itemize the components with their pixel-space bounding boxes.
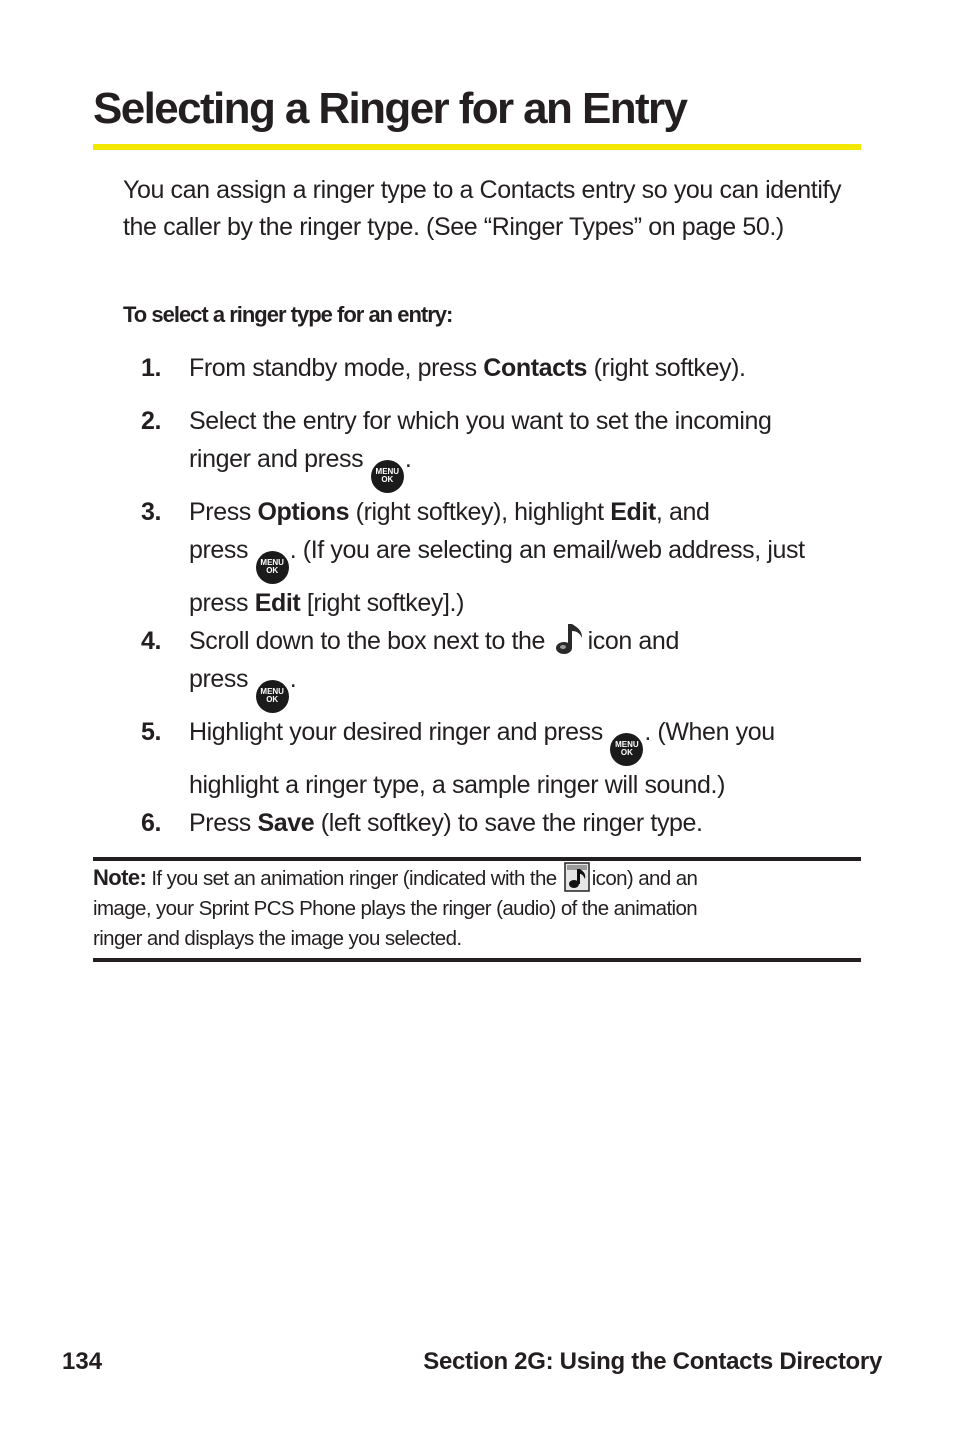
step-number: 1.	[141, 354, 162, 382]
step-5: 5. Highlight your desired ringer and press MENU OK . (When you highlight a ringer type, a sample ringer will sound.)	[141, 713, 871, 804]
options-key-label: Options	[257, 498, 350, 526]
save-key-label: Save	[257, 809, 315, 837]
page-title: Selecting a Ringer for an Entry	[93, 84, 687, 133]
step-number: 5.	[141, 718, 162, 746]
ringer-note-icon	[554, 622, 586, 656]
note-top-rule	[93, 857, 861, 861]
step-number: 6.	[141, 809, 162, 837]
step-1: 1. From standby mode, press Contacts (right softkey).	[141, 349, 871, 387]
step-3: 3. Press Options (right softkey), highlight Edit, and press MENU OK . (If you are selecting an email/web address, just press Edit [right softkey].)	[141, 493, 871, 622]
menu-ok-button-icon: MENU OK	[256, 680, 289, 713]
menu-ok-button-icon: MENU OK	[371, 460, 404, 493]
intro-paragraph: You can assign a ringer type to a Contacts entry so you can identify the caller by the ringer type. (See “Ringer Types” on page 50.)	[123, 176, 842, 241]
note-label: Note:	[93, 865, 147, 890]
menu-ok-button-icon: MENU OK	[256, 551, 289, 584]
step-2: 2. Select the entry for which you want to set the incoming ringer and press MENU OK .	[141, 402, 871, 493]
note-box: Note: If you set an animation ringer (indicated with the icon) and an image, your Sprint PCS Phone plays the ringer (audio) of the animation ringer and displays the image you selected.	[93, 862, 863, 954]
section-title: Section 2G: Using the Contacts Directory	[423, 1348, 882, 1375]
page-number: 134	[62, 1348, 103, 1375]
step-number: 2.	[141, 407, 162, 435]
procedure-heading: To select a ringer type for an entry:	[123, 302, 453, 327]
edit-label: Edit	[610, 498, 656, 526]
animation-ringer-icon	[564, 862, 590, 892]
title-underline	[93, 144, 861, 150]
step-number: 3.	[141, 498, 162, 526]
note-bottom-rule	[93, 958, 861, 962]
menu-ok-button-icon: MENU OK	[610, 733, 643, 766]
edit-key-label: Edit	[254, 588, 301, 617]
contacts-key-label: Contacts	[483, 354, 588, 382]
step-number: 4.	[141, 627, 162, 655]
step-4: 4. Scroll down to the box next to the icon and press MENU OK .	[141, 622, 871, 713]
step-6: 6. Press Save (left softkey) to save the ringer type.	[141, 804, 871, 842]
